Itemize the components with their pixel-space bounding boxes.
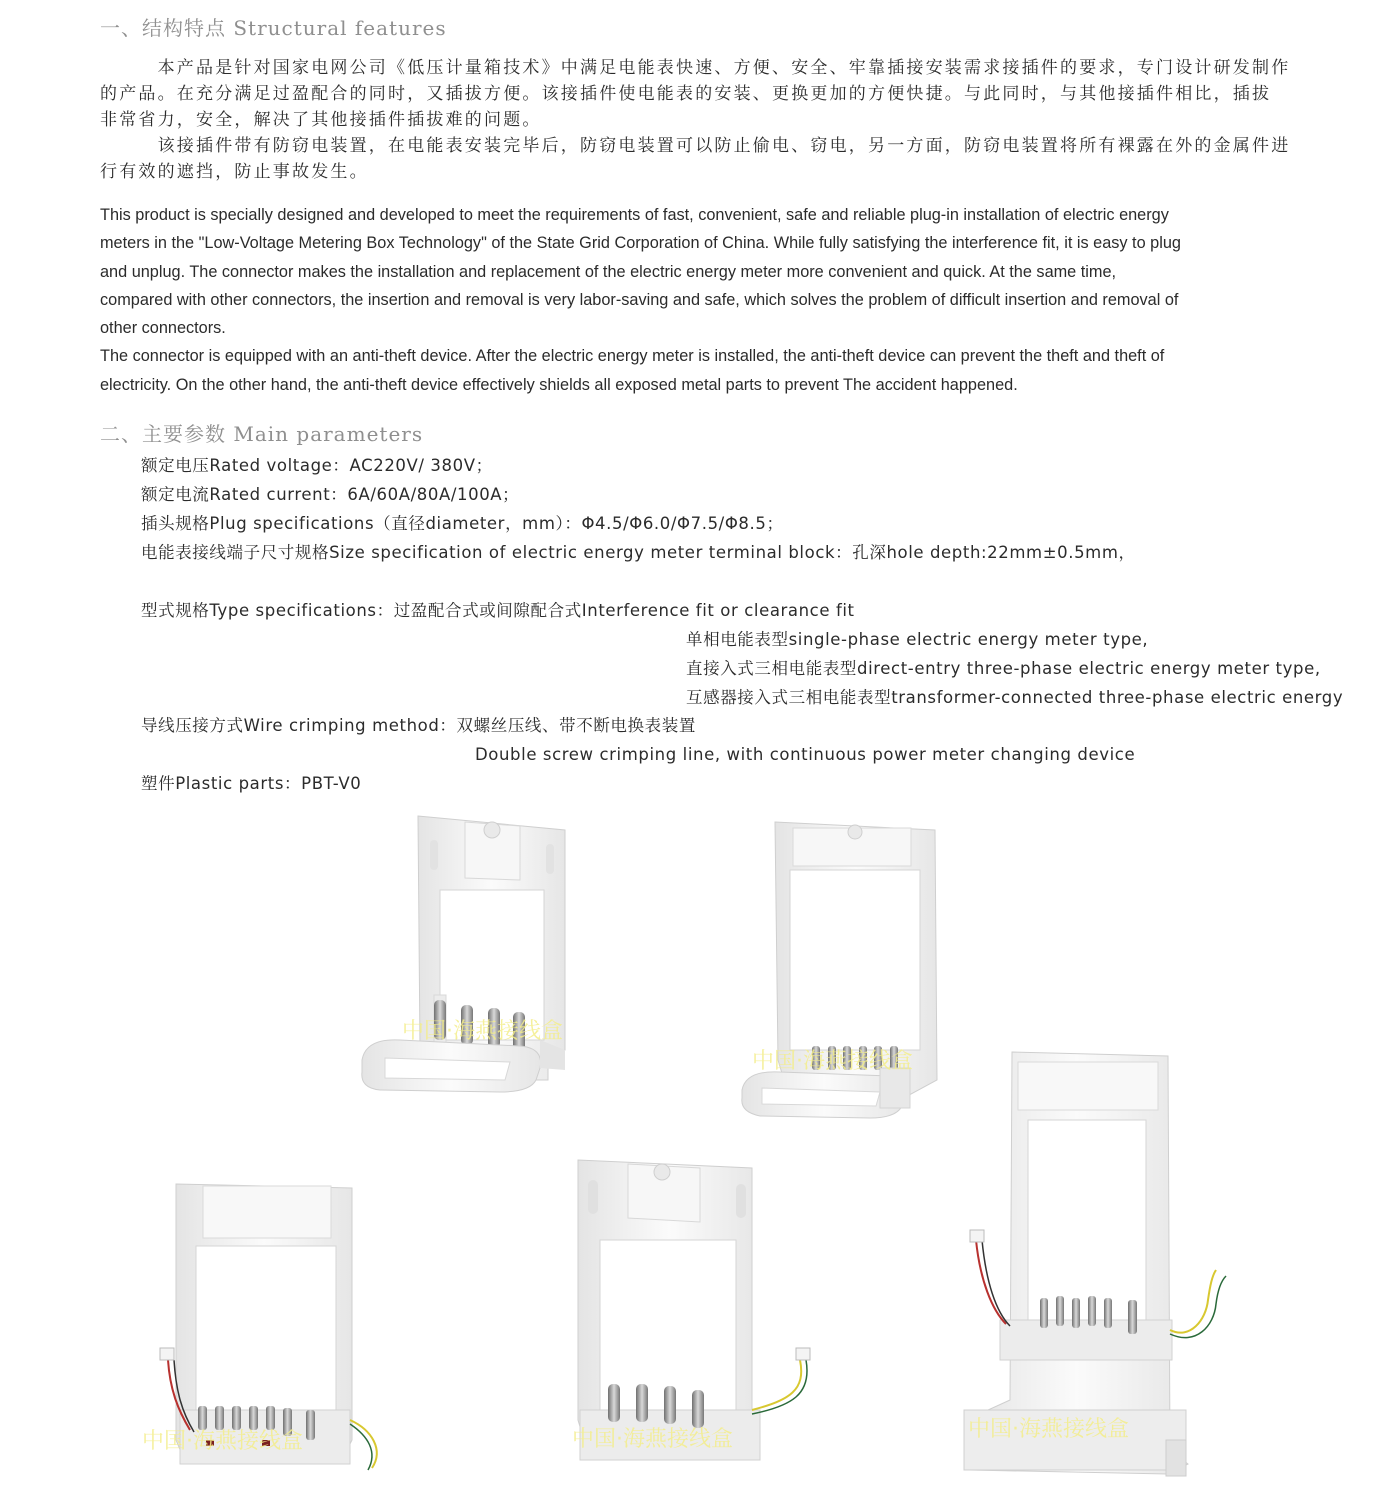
wire-crimping-method-en: Double screw crimping line, with continuous power meter changing device (475, 745, 1136, 764)
rated-voltage: 额定电压Rated voltage：AC220V/ 380V； (141, 456, 493, 475)
type-single-phase: 单相电能表型single-phase electric energy meter type, (686, 630, 1149, 649)
en-line: other connectors. (100, 319, 226, 338)
cn-line: 本产品是针对国家电网公司《低压计量箱技术》中满足电能表快速、方便、安全、牢靠插接安装需求接插件的要求，专门设计研发制作 (100, 58, 1291, 78)
cn-line: 的产品。在充分满足过盈配合的同时，又插拔方便。该接插件使电能表的安装、更换更加的方便快捷。与此同时，与其他接插件相比，插拔 (100, 84, 1272, 104)
en-line: electricity. On the other hand, the anti-theft device effectively shields all exposed metal parts to prevent The accident happened. (100, 375, 1018, 394)
watermark: 中国·海燕接线盒 (968, 1417, 1129, 1442)
product-photos (0, 800, 1400, 1494)
en-line: The connector is equipped with an anti-theft device. After the electric energy meter is installed, the anti-theft device can prevent the theft and theft of (100, 347, 1165, 366)
watermark: 中国·海燕接线盒 (572, 1427, 733, 1452)
wire-crimping-method: 导线压接方式Wire crimping method：双螺丝压线、带不断电换表装置 (141, 716, 696, 735)
plug-specifications: 插头规格Plug specifications（直径diameter，mm）：Φ4.5/Φ6.0/Φ7.5/Φ8.5； (141, 514, 784, 533)
cn-line: 非常省力，安全，解决了其他接插件插拔难的问题。 (100, 110, 542, 130)
plastic-parts: 塑件Plastic parts：PBT-V0 (141, 774, 362, 793)
product-image-1 (362, 816, 565, 1092)
chinese-description (100, 55, 1396, 185)
cn-line: 该接插件带有防窃电装置，在电能表安装完毕后，防窃电装置可以防止偷电、窃电，另一方面，防窃电装置将所有裸露在外的金属件进 (100, 136, 1291, 156)
en-line: compared with other connectors, the insertion and removal is very labor-saving and safe, which solves the problem of difficult insertion and removal of (100, 290, 1179, 309)
type-transformer: 互感器接入式三相电能表型transformer-connected three-phase electric energy (686, 688, 1344, 707)
watermark: 中国·海燕接线盒 (402, 1019, 563, 1044)
en-line: This product is specially designed and developed to meet the requirements of fast, convenient, safe and reliable plug-in installation of electric energy (100, 206, 1169, 224)
watermark: 中国·海燕接线盒 (752, 1049, 913, 1074)
terminal-size: 电能表接线端子尺寸规格Size specification of electric energy meter terminal block：孔深hole depth:22mm±0.5mm， (141, 543, 1136, 562)
type-specifications: 型式规格Type specifications：过盈配合式或间隙配合式Interference fit or clearance fit (141, 601, 855, 620)
en-line: and unplug. The connector makes the installation and replacement of the electric energy meter more convenient and quick. At the same time, (100, 262, 1117, 281)
watermark: 中国·海燕接线盒 (142, 1429, 303, 1454)
product-image-4 (578, 1160, 810, 1460)
section1-heading: 一、结构特点 Structural features (100, 16, 447, 40)
type-direct-entry: 直接入式三相电能表型direct-entry three-phase electric energy meter type, (686, 659, 1321, 678)
section2-heading: 二、主要参数 Main parameters (100, 422, 424, 446)
rated-current: 额定电流Rated current：6A/60A/80A/100A； (141, 485, 520, 504)
english-description (100, 201, 1300, 399)
cn-line: 行有效的遮挡，防止事故发生。 (100, 162, 369, 182)
en-line: meters in the "Low-Voltage Metering Box Technology" of the State Grid Corporation of China. While fully satisfying the interference fit, it is easy to plug (100, 234, 1181, 253)
